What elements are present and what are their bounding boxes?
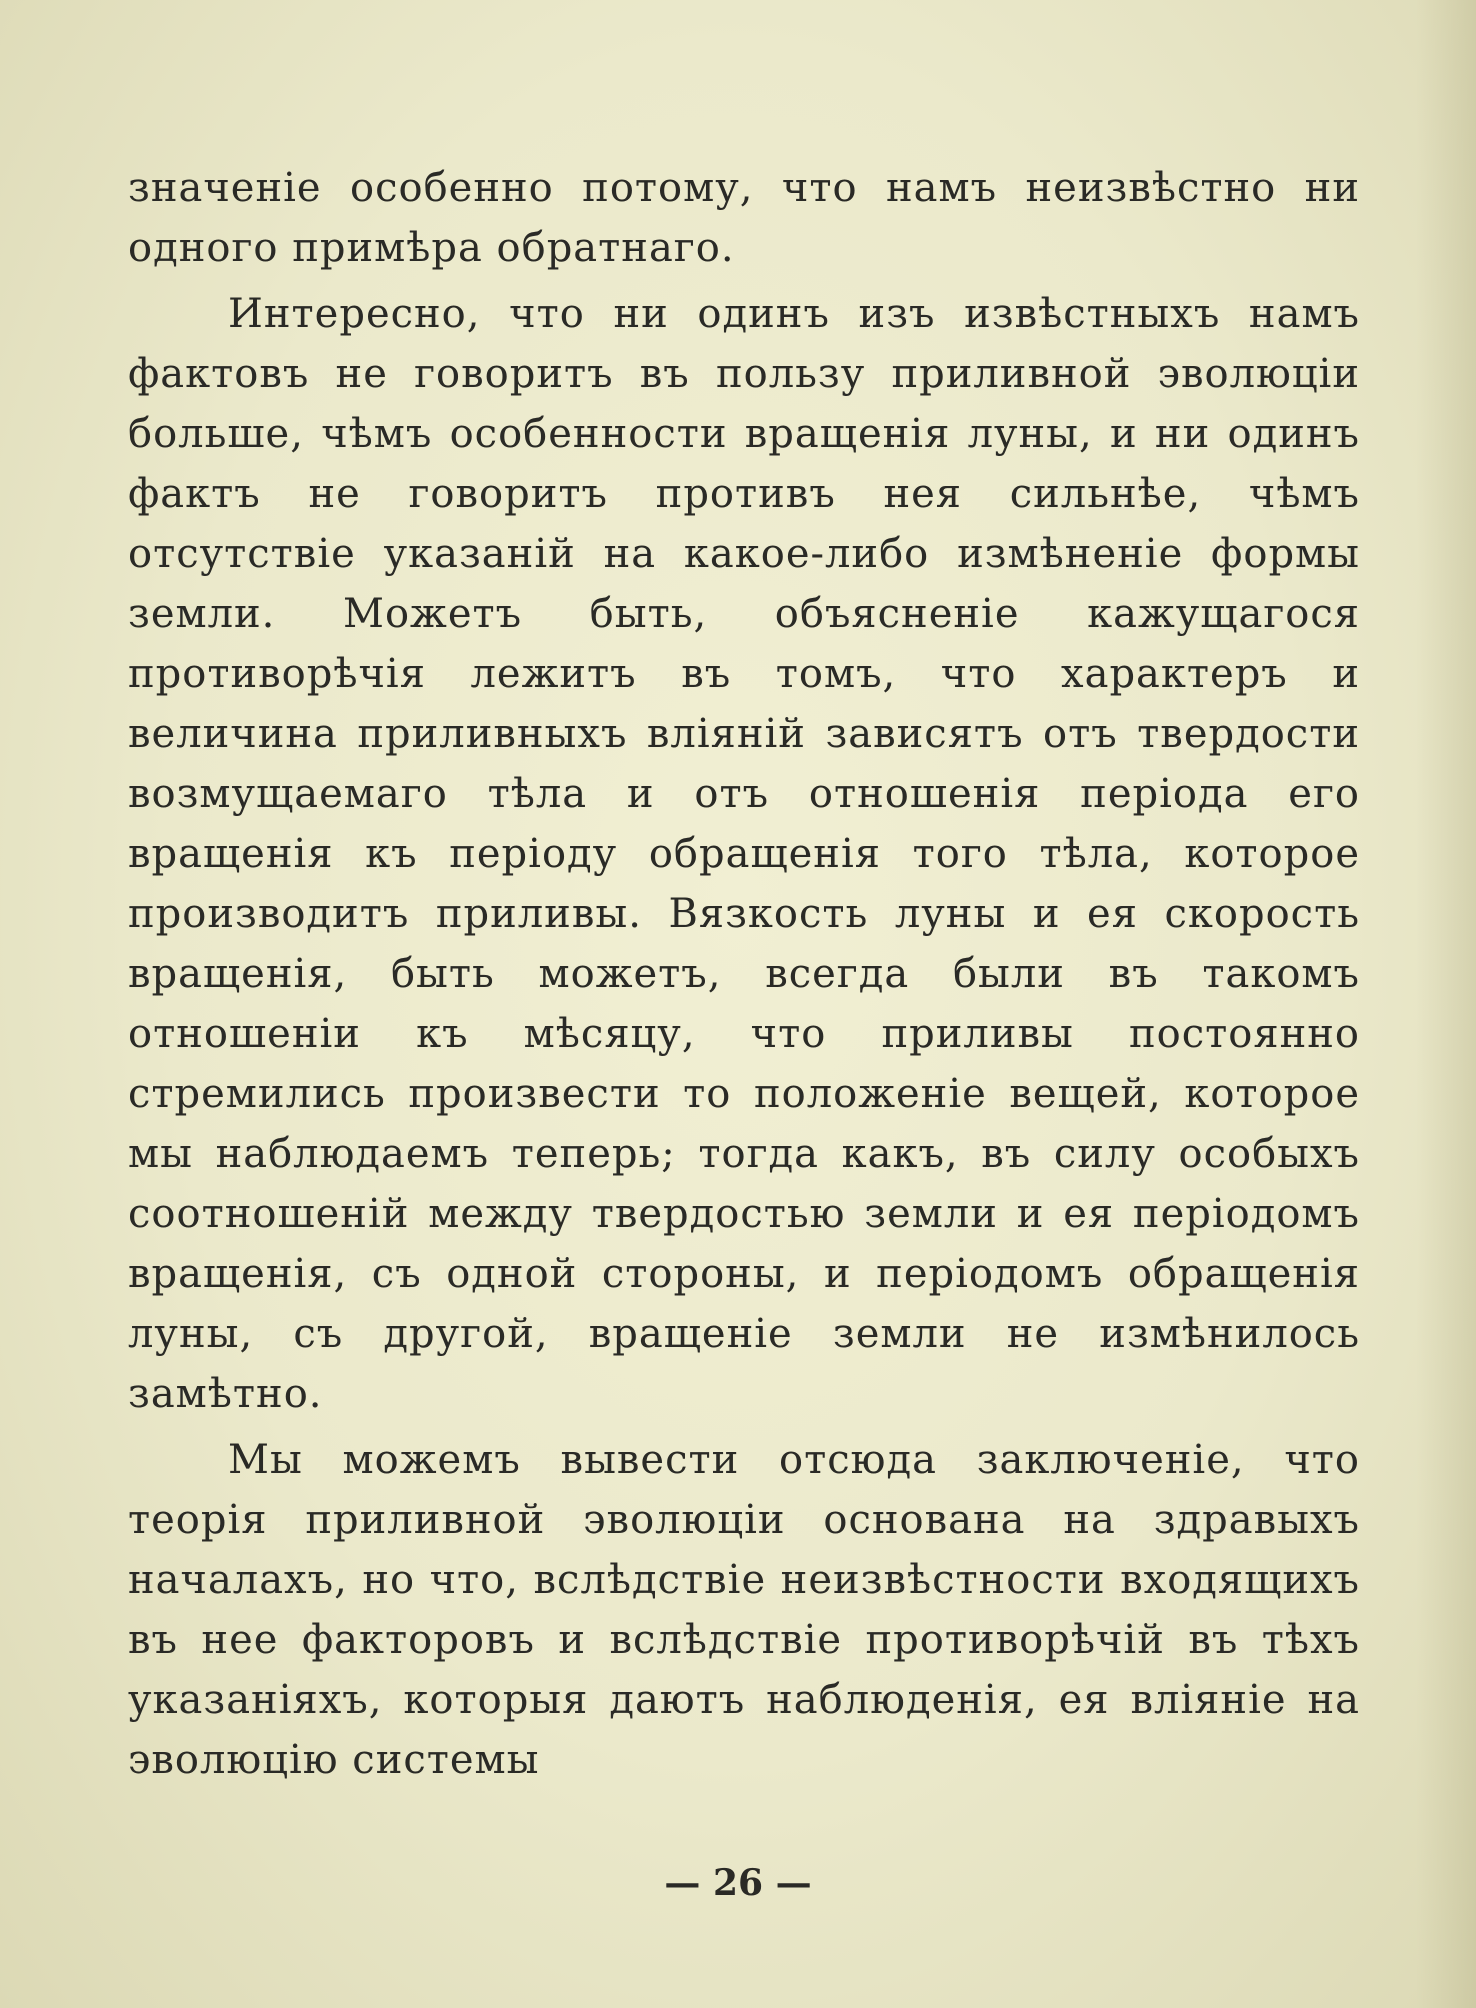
paragraph-continuation: значеніе особенно потому, что намъ неизвѣстно ни одного примѣра обратнаго. xyxy=(128,165,1360,271)
paragraph-tidal-rotation: Интересно, что ни одинъ изъ извѣстныхъ намъ фактовъ не говоритъ въ пользу приливной эволюціи больше, чѣмъ особенности вращенія луны, и ни одинъ фактъ не говоритъ противъ нея сильнѣе, чѣмъ отсутствіе указаній на какое-либо измѣненіе формы земли. Можетъ быть, объясненіе кажущагося противорѣчія лежитъ въ томъ, что характеръ и величина приливныхъ вліяній зависятъ отъ твердости возмущаемаго тѣла и отъ отношенія періода его вращенія къ періоду обращенія того тѣла, которое производитъ приливы. Вязкость луны и ея скорость вращенія, быть можетъ, всегда были въ такомъ отношеніи къ мѣсяцу, что приливы постоянно стремились произвести то положеніе вещей, которое мы наблюдаемъ теперь; тогда какъ, въ силу особыхъ соотношеній между твердостью земли и ея періодомъ вращенія, съ одной стороны, и періодомъ обращенія луны, съ другой, вращеніе земли не измѣнилось замѣтно. xyxy=(128,291,1360,1417)
body-text xyxy=(128,158,1360,1790)
page-number: — 26 — xyxy=(664,1862,812,1904)
paragraph-conclusion: Мы можемъ вывести отсюда заключеніе, что теорія приливной эволюціи основана на здравыхъ началахъ, но что, вслѣдствіе неизвѣстности входящихъ въ нее факторовъ и вслѣдствіе противорѣчій въ тѣхъ указаніяхъ, которыя даютъ наблюденія, ея вліяніе на эволюцію системы xyxy=(128,1437,1360,1783)
